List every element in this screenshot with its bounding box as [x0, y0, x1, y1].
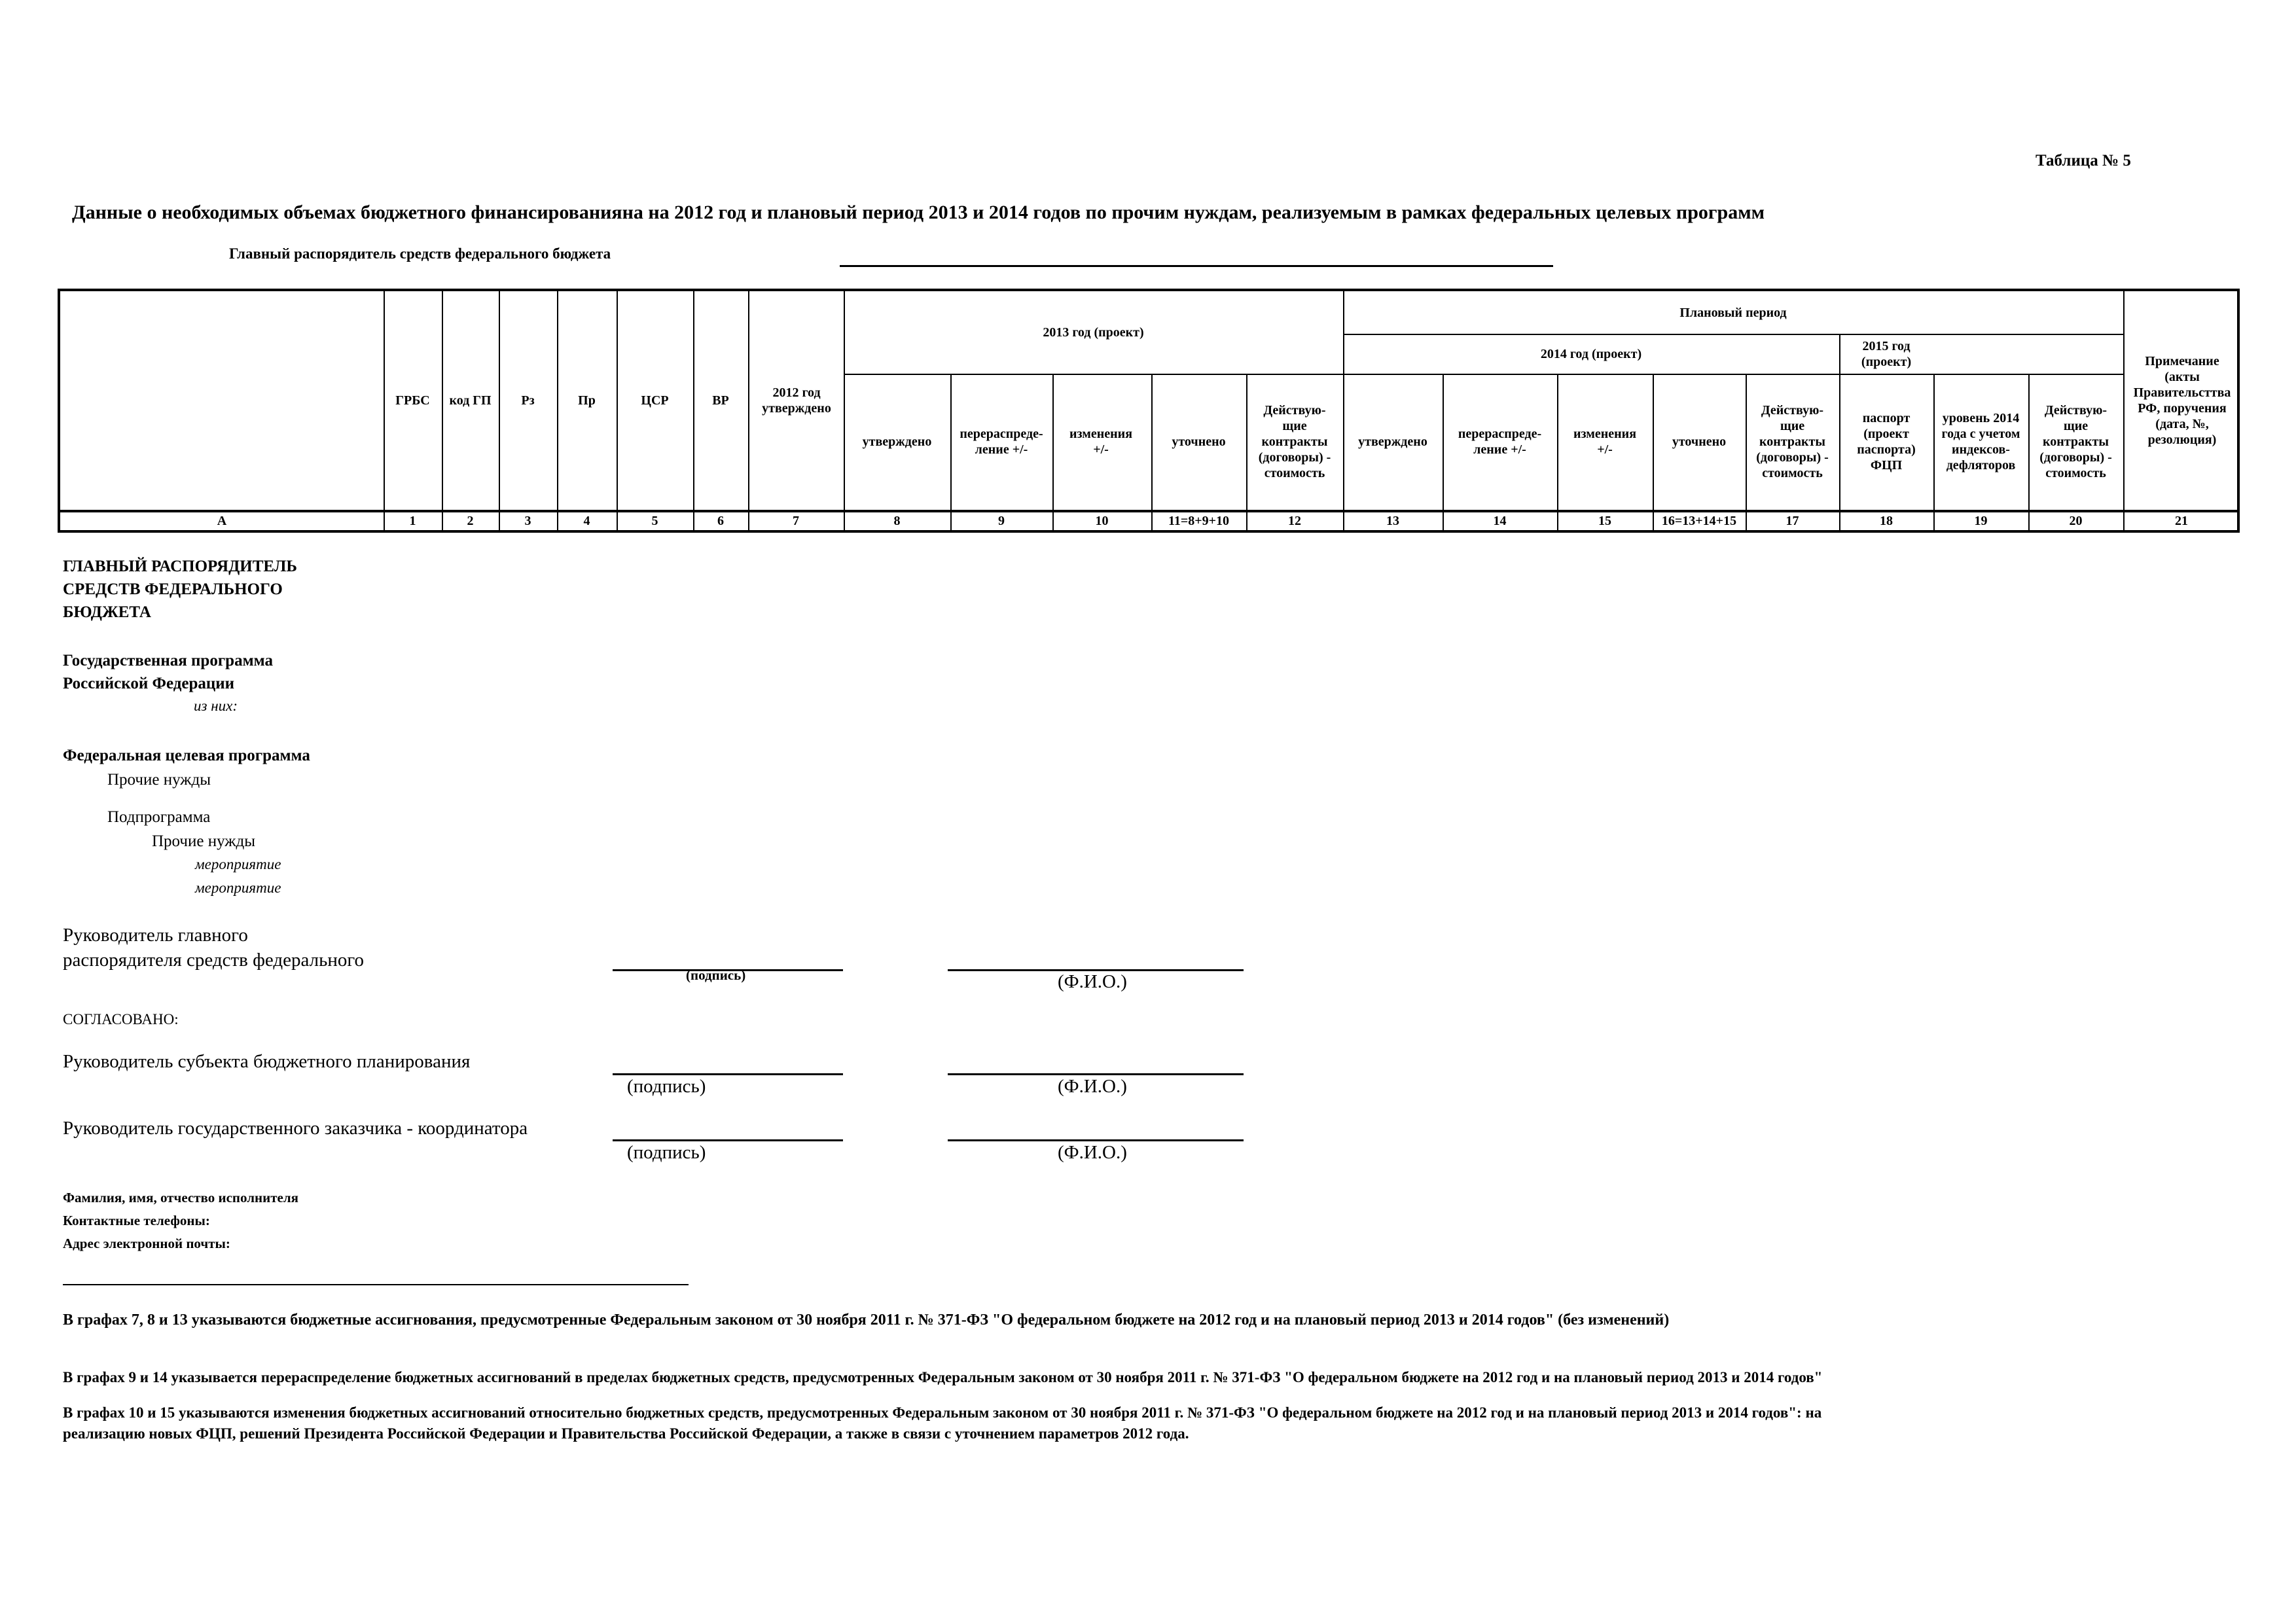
fio-line[interactable] — [948, 1139, 1244, 1141]
col-11-header: уточнено — [1172, 435, 1226, 449]
contact-phones-label: Контактные телефоны: — [63, 1213, 210, 1228]
col-number: 5 — [651, 513, 658, 528]
email-label: Адрес электронной почты: — [63, 1236, 230, 1251]
col-9-header: перераспреде-ление +/- — [960, 427, 1043, 457]
budget-table — [58, 289, 2240, 533]
agreed-label: СОГЛАСОВАНО: — [63, 1011, 179, 1027]
col-20-header: Действую-щие контракты (договоры) - стоимость — [2039, 403, 2112, 480]
executor-name-label: Фамилия, имя, отчество исполнителя — [63, 1190, 298, 1205]
col-grbs-header: ГРБС — [395, 393, 430, 408]
col-number: 17 — [1785, 513, 1799, 528]
year-2014-header: 2014 год (проект) — [1540, 346, 1642, 361]
other-needs-label: Прочие нужды — [107, 771, 211, 789]
col-18-header: паспорт (проект паспорта) ФЦП — [1857, 411, 1916, 473]
col-14-header: перераспреде-ление +/- — [1458, 427, 1542, 457]
col-number: 2 — [467, 513, 474, 528]
main-manager-fill-line[interactable] — [840, 265, 1553, 267]
col-8-header: утверждено — [862, 435, 932, 449]
signature-line[interactable] — [613, 1073, 843, 1075]
col-pr-header: Пр — [578, 393, 596, 408]
col-number: 19 — [1974, 513, 1988, 528]
planned-period-header: Плановый период — [1679, 305, 1787, 320]
col-gp-header: код ГП — [449, 393, 492, 408]
year-2013-header: 2013 год (проект) — [1043, 325, 1144, 340]
col-2012-header: 2012 год утверждено — [762, 385, 831, 416]
footnote: В графах 10 и 15 указываются изменения бюджетных ассигнований относительно бюджетных средств, предусмотренных Федеральным законом от 30 ноября 2011 г. № 371-ФЗ "О федеральном бюджете на 2012 год и на плановый период 2013 и 2014 годов": на — [63, 1404, 1822, 1421]
footnote-divider — [63, 1284, 689, 1285]
col-number: 8 — [893, 513, 901, 528]
col-number: 9 — [998, 513, 1005, 528]
col-13-header: утверждено — [1358, 435, 1427, 449]
footnote: В графах 7, 8 и 13 указываются бюджетные ассигнования, предусмотренные Федеральным законом от 30 ноября 2011 г. № 371-ФЗ "О федеральном бюджете на 2012 год и на плановый период 2013 и 2014 годов" (без изменений) — [63, 1311, 1670, 1329]
signature-hint: (подпись) — [627, 1076, 706, 1097]
fio-line[interactable] — [948, 1073, 1244, 1075]
col-number: 14 — [1493, 513, 1507, 528]
fio-hint: (Ф.И.О.) — [1058, 1076, 1127, 1097]
col-number: 12 — [1288, 513, 1301, 528]
year-2015-header: 2015 год (проект) — [1861, 338, 1912, 369]
state-program-heading: Государственная программа Российской Федерации — [63, 652, 273, 692]
col-number: 4 — [583, 513, 590, 528]
col-csr-header: ЦСР — [641, 393, 669, 408]
head-of-manager-label: Руководитель главного распорядителя средств федерального — [63, 925, 365, 971]
col-number: 10 — [1095, 513, 1109, 528]
col-number: 18 — [1880, 513, 1893, 528]
note-column-header: Примечание (акты Правительсттва РФ, поручения (дата, №, резолюция) — [2133, 354, 2231, 447]
col-number: 1 — [409, 513, 416, 528]
signature-hint: (подпись) — [686, 967, 746, 983]
col-number: 7 — [793, 513, 799, 528]
col-number: 20 — [2069, 513, 2083, 528]
col-vr-header: ВР — [712, 393, 729, 408]
customer-head-label: Руководитель государственного заказчика - координатора — [63, 1118, 528, 1139]
col-19-header: уровень 2014 года с учетом индексов-дефляторов — [1941, 411, 2020, 473]
table-number: Таблица № 5 — [2036, 152, 2131, 169]
col-rz-header: Рз — [521, 393, 535, 408]
main-manager-heading: ГЛАВНЫЙ РАСПОРЯДИТЕЛЬ СРЕДСТВ ФЕДЕРАЛЬНОГО БЮДЖЕТА — [63, 558, 297, 621]
fio-hint: (Ф.И.О.) — [1058, 971, 1127, 992]
main-manager-label: Главный распорядитель средств федерального бюджета — [229, 245, 611, 262]
col-number: 16=13+14+15 — [1661, 513, 1737, 528]
col-number: 11=8+9+10 — [1168, 513, 1230, 528]
fio-hint: (Ф.И.О.) — [1058, 1142, 1127, 1163]
subprogram-other-needs-label: Прочие нужды — [152, 832, 256, 850]
col-number: 6 — [717, 513, 724, 528]
subject-head-label: Руководитель субъекта бюджетного планирования — [63, 1051, 471, 1072]
col-number: 3 — [524, 513, 531, 528]
col-number: 21 — [2175, 513, 2188, 528]
event-label: мероприятие — [195, 880, 281, 896]
col-number: 13 — [1386, 513, 1399, 528]
signature-line[interactable] — [613, 1139, 843, 1141]
footnote: В графах 9 и 14 указывается перераспределение бюджетных ассигнований в пределах бюджетных средств, предусмотренных Федеральным законом от 30 ноября 2011 г. № 371-ФЗ "О федеральном бюджете на 2012 год и на плановый период 2013 и 2014 годов" — [63, 1369, 1823, 1385]
of-them-label: из них: — [194, 698, 238, 714]
col-number: А — [217, 513, 227, 528]
document-title: Данные о необходимых объемах бюджетного финансированияна на 2012 год и плановый период 2013 и 2014 годов по прочим нуждам, реализуемым в рамках федеральных целевых программ — [72, 202, 1765, 223]
subprogram-label: Подпрограмма — [107, 808, 211, 826]
signature-hint: (подпись) — [627, 1142, 706, 1163]
col-16-header: уточнено — [1672, 435, 1727, 449]
fcp-heading: Федеральная целевая программа — [63, 747, 310, 764]
col-10-header: изменения +/- — [1069, 427, 1133, 457]
footnote: реализацию новых ФЦП, решений Президента Российской Федерации и Правительства Российской Федерации, а также в связи с уточнением параметров 2012 года. — [63, 1425, 1189, 1442]
col-12-header: Действую-щие контракты (договоры) - стоимость — [1258, 403, 1331, 480]
col-17-header: Действую-щие контракты (договоры) - стоимость — [1756, 403, 1829, 480]
col-number: 15 — [1598, 513, 1611, 528]
col-15-header: изменения +/- — [1573, 427, 1637, 457]
event-label: мероприятие — [195, 856, 281, 872]
